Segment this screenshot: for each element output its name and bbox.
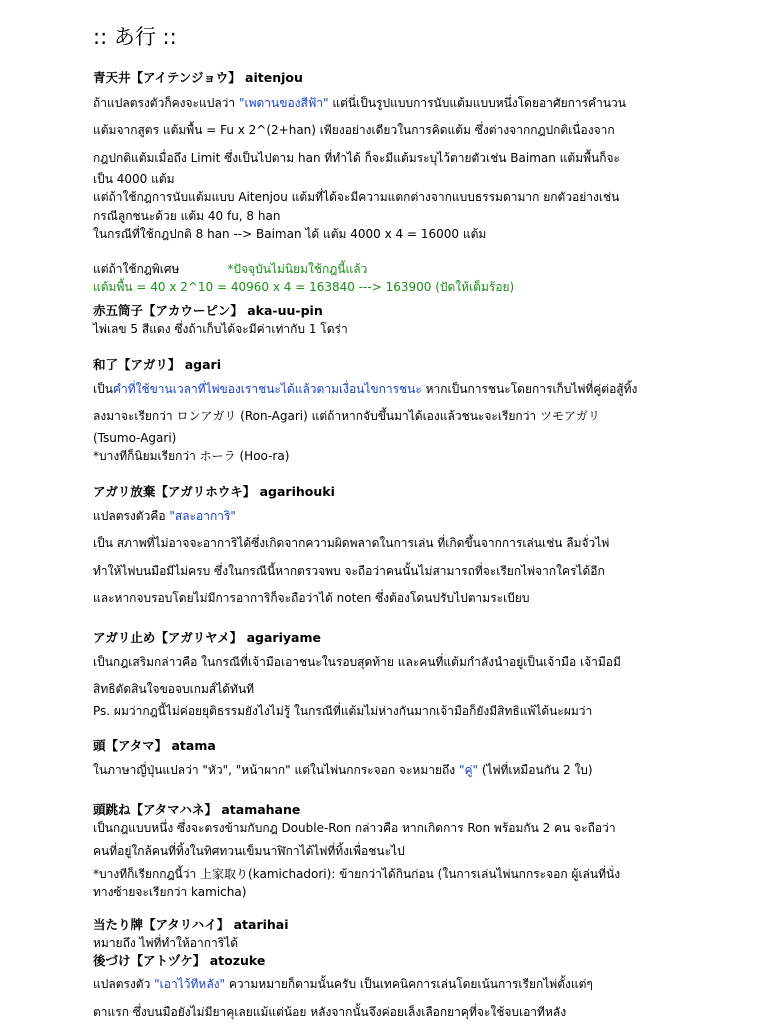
- entry-line: หมายถึง ไพ่ที่ทำให้อาการิได้: [93, 936, 239, 950]
- term-heading-agariyame: アガリ止め【アガリヤメ】 agariyame: [93, 630, 321, 645]
- entry-line: เป็น 4000 แต้ม: [93, 172, 175, 186]
- entry-line: กฎปกติแต้มเมื่อถึง Limit ซึ่งเป็นไปตาม han ที่ทำได้ ก็จะมีแต้มระบุไว้ตายตัวเช่น Baiman แต้มพื้นก็จะ: [93, 151, 620, 165]
- entry-line: แปลตรงตัวคือ "สละอาการิ": [93, 509, 236, 523]
- term-heading-aitenjou: 青天井【アイテンジョウ】 aitenjou: [93, 70, 303, 85]
- entry-line: กรณีลูกชนะด้วย แต้ม 40 fu, 8 han: [93, 209, 281, 223]
- entry-line: แต่ถ้าใช้กฎพิเศษ *ปัจจุบันไม่นิยมใช้กฎนี้แล้ว: [93, 262, 368, 276]
- entry-line: ทางซ้ายจะเรียกว่า kamicha): [93, 885, 247, 899]
- entry-line: แต้มจากสูตร แต้มพื้น = Fu x 2^(2+han) เพียงอย่างเดียวในการคิดแต้ม ซึ่งต่างจากกฎปกติเนื่องจาก: [93, 123, 615, 137]
- entry-line: ตาแรก ซึ่งบนมือยังไม่มียาคุเลยแม้แต่น้อย หลังจากนั้นจึงค่อยเล็งเลือกยาคุที่จะใช้จบเอาทีหลัง: [93, 1005, 567, 1019]
- entry-line: *บางทีก็เรียกกฎนี้ว่า 上家取り(kamichadori): ข้ายกว่าได้กินก่อน (ในการเล่นไพ่นกกระจอก ผู้เล่นที่นั่ง: [93, 867, 621, 881]
- term-heading-aka-uu-pin: 赤五筒子【アカウーピン】 aka-uu-pin: [93, 303, 323, 318]
- entry-line: เป็น สภาพที่ไม่อาจจะอาการิได้ซึ่งเกิดจากความผิดพลาดในการเล่น ที่เกิดขึ้นจากการเล่นเช่น ลืมจั่วไพ่: [93, 536, 610, 550]
- entry-line: แปลตรงตัว "เอาไว้ทีหลัง" ความหมายก็ตามนั้นครับ เป็นเทคนิคการเล่นโดยเน้นการเรียกไพ่ตั้งแต่ๆ: [93, 977, 593, 991]
- entry-line: แต้มพื้น = 40 x 2^10 = 40960 x 4 = 163840 ---> 163900 (ปัดให้เต็มร้อย): [93, 280, 515, 294]
- term-heading-atama: 頭【アタマ】 atama: [93, 738, 216, 753]
- entry-line: สิทธิตัดสินใจขอจบเกมส์ได้ทันที: [93, 682, 255, 696]
- entry-line: ลงมาจะเรียกว่า ロンアガリ (Ron-Agari) แต่ถ้าหากจับขึ้นมาได้เองแล้วชนะจะเรียกว่า ツモアガリ: [93, 409, 600, 423]
- entry-line: และหากจบรอบโดยไม่มีการอาการิก็จะถือว่าได้ noten ซึ่งต้องโดนปรับไปตามระเบียบ: [93, 591, 530, 605]
- entry-line: คนที่อยู่ใกล้คนที่ทิ้งในทิศทวนเข็มนาฬิกาได้ไพ่ที่ทิ้งเพื่อชนะไป: [93, 844, 405, 858]
- entry-line: *บางทีก็นิยมเรียกว่า ホーラ (Hoo-ra): [93, 449, 290, 463]
- entry-line: (Tsumo-Agari): [93, 431, 177, 445]
- entry-line: ในกรณีที่ใช้กฎปกติ 8 han --> Baiman ได้ แต้ม 4000 x 4 = 16000 แต้ม: [93, 227, 487, 241]
- term-heading-agarihouki: アガリ放棄【アガリホウキ】 agarihouki: [93, 484, 335, 499]
- page-title: :: あ行 ::: [93, 25, 177, 49]
- term-heading-atamahane: 頭跳ね【アタマハネ】 atamahane: [93, 802, 301, 817]
- term-heading-atozuke: 後づけ【アトヅケ】 atozuke: [93, 953, 266, 968]
- entry-line: ทำให้ไพ่บนมือมีไม่ครบ ซึ่งในกรณีนี้หากตรวจพบ จะถือว่าคนนั้นไม่สามารถที่จะเรียกไพ่จากใครได้อีก: [93, 564, 605, 578]
- entry-line: ถ้าแปลตรงตัวก็คงจะแปลว่า "เพดานของสีฟ้า" แต่นี่เป็นรูปแบบการนับแต้มแบบหนึ่งโดยอาศัยการคำนวน: [93, 96, 626, 110]
- entry-line: เป็นคำที่ใช้ขานเวลาที่ไพ่ของเราชนะได้แล้วตามเงื่อนไขการชนะ หากเป็นการชนะโดยการเก็บไพ่ที่คู่ต่อสู้ทิ้ง: [93, 382, 638, 396]
- entry-line: ไพ่เลข 5 สีแดง ซึ่งถ้าเก็บได้จะมีค่าเท่ากับ 1 โดร่า: [93, 322, 348, 336]
- entry-line: Ps. ผมว่ากฎนี้ไม่ค่อยยุติธรรมยังไงไม่รู้ ในกรณีที่แต้มไม่ห่างกันมากเจ้ามือก็ยังมีสิทธิแพ้ได้นะผมว่า: [93, 704, 593, 718]
- entry-line: ในภาษาญี่ปุ่นแปลว่า "หัว", "หน้าผาก" แต่ในไพ่นกกระจอก จะหมายถึง "คู่" (ไพ่ที่เหมือนกัน 2 ใบ): [93, 763, 593, 777]
- term-heading-agari: 和了【アガリ】 agari: [93, 357, 221, 372]
- entry-line: แต่ถ้าใช้กฎการนับแต้มแบบ Aitenjou แต้มที่ได้จะมีความแตกต่างจากแบบธรรมดามาก ยกตัวอย่างเช่น: [93, 190, 620, 204]
- entry-line: เป็นกฎแบบหนึ่ง ซึ่งจะตรงข้ามกับกฎ Double-Ron กล่าวคือ หากเกิดการ Ron พร้อมกัน 2 คน จะถือว่า: [93, 821, 616, 835]
- term-heading-atarihai: 当たり牌【アタリハイ】 atarihai: [93, 917, 289, 932]
- entry-line: เป็นกฎเสริมกล่าวคือ ในกรณีที่เจ้ามือเอาชนะในรอบสุดท้าย และคนที่แต้มกำลังนำอยู่เป็นเจ้ามือ เจ้ามือมี: [93, 655, 621, 669]
